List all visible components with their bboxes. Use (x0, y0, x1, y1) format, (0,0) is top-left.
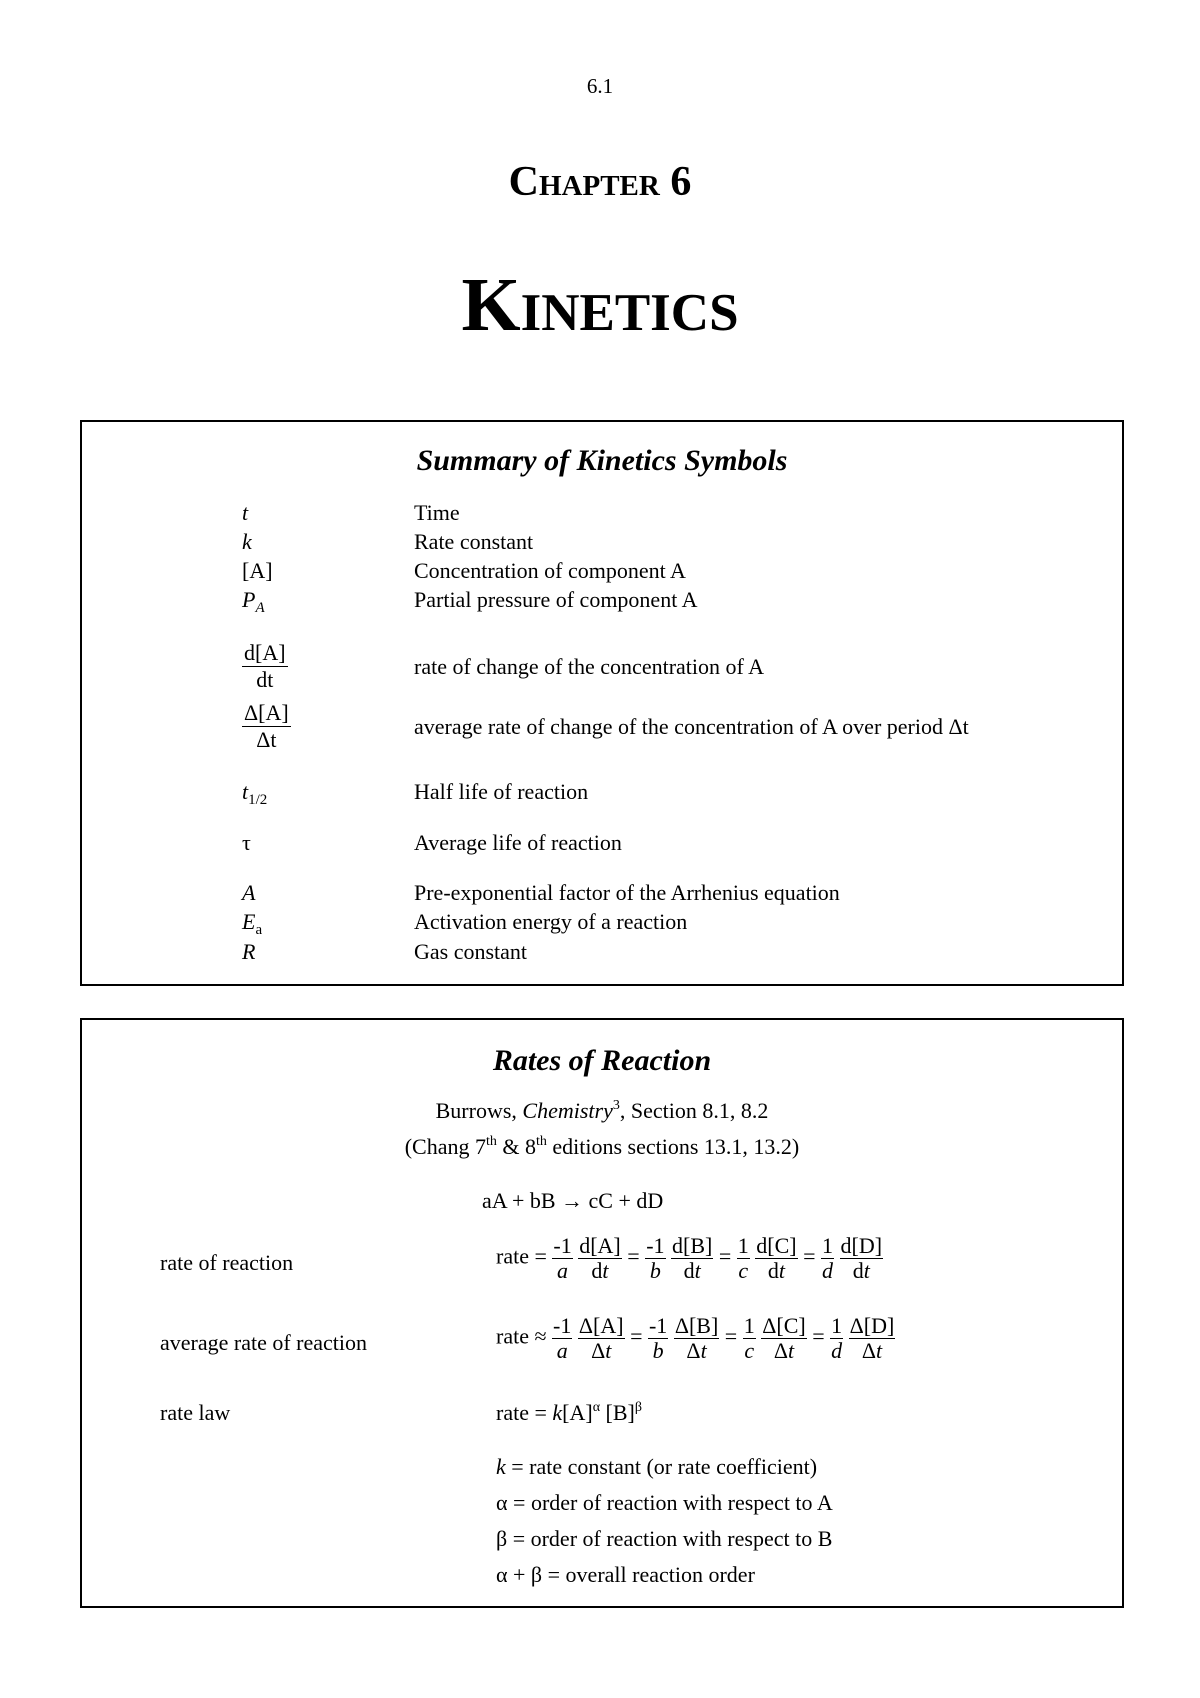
symbol-half-life: $t_{1/2}$ (242, 779, 268, 808)
desc-activation-energy: Activation energy of a reaction (414, 909, 688, 934)
page-number: 6.1 (586, 74, 614, 98)
symbol-tau: τ (242, 830, 251, 855)
desc-average-life: Average life of reaction (414, 830, 622, 855)
definition-beta: β = order of reaction with respect to B (496, 1526, 833, 1551)
symbol-delta: $\frac{\Delta[A]}{\Delta t}$ (244, 700, 289, 752)
desc-partial-pressure: Partial pressure of component A (414, 587, 698, 612)
rate-law-label: rate law (160, 1400, 231, 1425)
reaction-equation: aA + bB → cC + dD (482, 1188, 664, 1213)
symbol-concentration: [A] (242, 558, 273, 583)
rates-box-title: Rates of Reaction (492, 1044, 712, 1077)
symbol-partial-pressure: $P_A$ (242, 587, 265, 616)
symbols-box-title: Summary of Kinetics Symbols (416, 444, 788, 477)
desc-derivative: rate of change of the concentration of A (414, 654, 765, 679)
rate-of-reaction-label: rate of reaction (160, 1250, 294, 1275)
desc-concentration: Concentration of component A (414, 558, 686, 583)
desc-pre-exponential: Pre-exponential factor of the Arrhenius equation (414, 880, 840, 905)
reference-burrows: Burrows, Chemistry$^3$, Section 8.1, 8.2 (435, 1098, 769, 1123)
reference-chang: (Chang 7th & 8th editions sections 13.1, 13.2) (404, 1134, 800, 1159)
desc-average-rate: average rate of change of the concentration of A over period Δt (414, 714, 969, 739)
definition-k: k = rate constant (or rate coefficient) (496, 1454, 818, 1479)
symbol-t: t (242, 500, 249, 525)
symbol-Ea: $E_a$ (242, 909, 263, 938)
rate-law-equation: rate = $k[A]^\alpha$ $[B]^\beta$ (496, 1400, 642, 1425)
desc-rate-constant: Rate constant (414, 529, 534, 554)
symbol-derivative: $\frac{d[A]}{dt}$ (244, 640, 286, 692)
rate-of-reaction-equation: rate = $\frac{-1}{a}$ $\frac{d[A]}{dt}$ = $\frac{-1}{b}$ $\frac{d[B]}{dt}$ = $\frac{1}{c}$ $\frac{d[C]}{dt}$ = $\frac{1}{d}$ $\frac{d[D]}{dt}$ (496, 1233, 883, 1283)
definition-overall-order: α + β = overall reaction order (496, 1562, 755, 1587)
desc-half-life: Half life of reaction (414, 779, 589, 804)
chapter-title: Kinetics (461, 263, 739, 347)
average-rate-label: average rate of reaction (160, 1330, 368, 1355)
desc-gas-constant: Gas constant (414, 939, 528, 964)
symbols-summary-box (80, 420, 1124, 986)
rates-of-reaction-box (80, 1018, 1124, 1608)
chapter-label: Chapter 6 (508, 159, 692, 205)
definition-alpha: α = order of reaction with respect to A (496, 1490, 833, 1515)
desc-time: Time (414, 500, 460, 525)
symbol-R: R (242, 939, 256, 964)
symbol-A: A (242, 880, 256, 905)
symbol-k: k (242, 529, 252, 554)
average-rate-equation: rate ≈ $\frac{-1}{a}$ $\frac{\Delta[A]}{\Delta t}$ = $\frac{-1}{b}$ $\frac{\Delta[B]}{\Delta t}$ = $\frac{1}{c}$ $\frac{\Delta[C]}{\Delta t}$ = $\frac{1}{d}$ $\frac{\Delta[D]}{\Delta t}$ (496, 1313, 895, 1363)
